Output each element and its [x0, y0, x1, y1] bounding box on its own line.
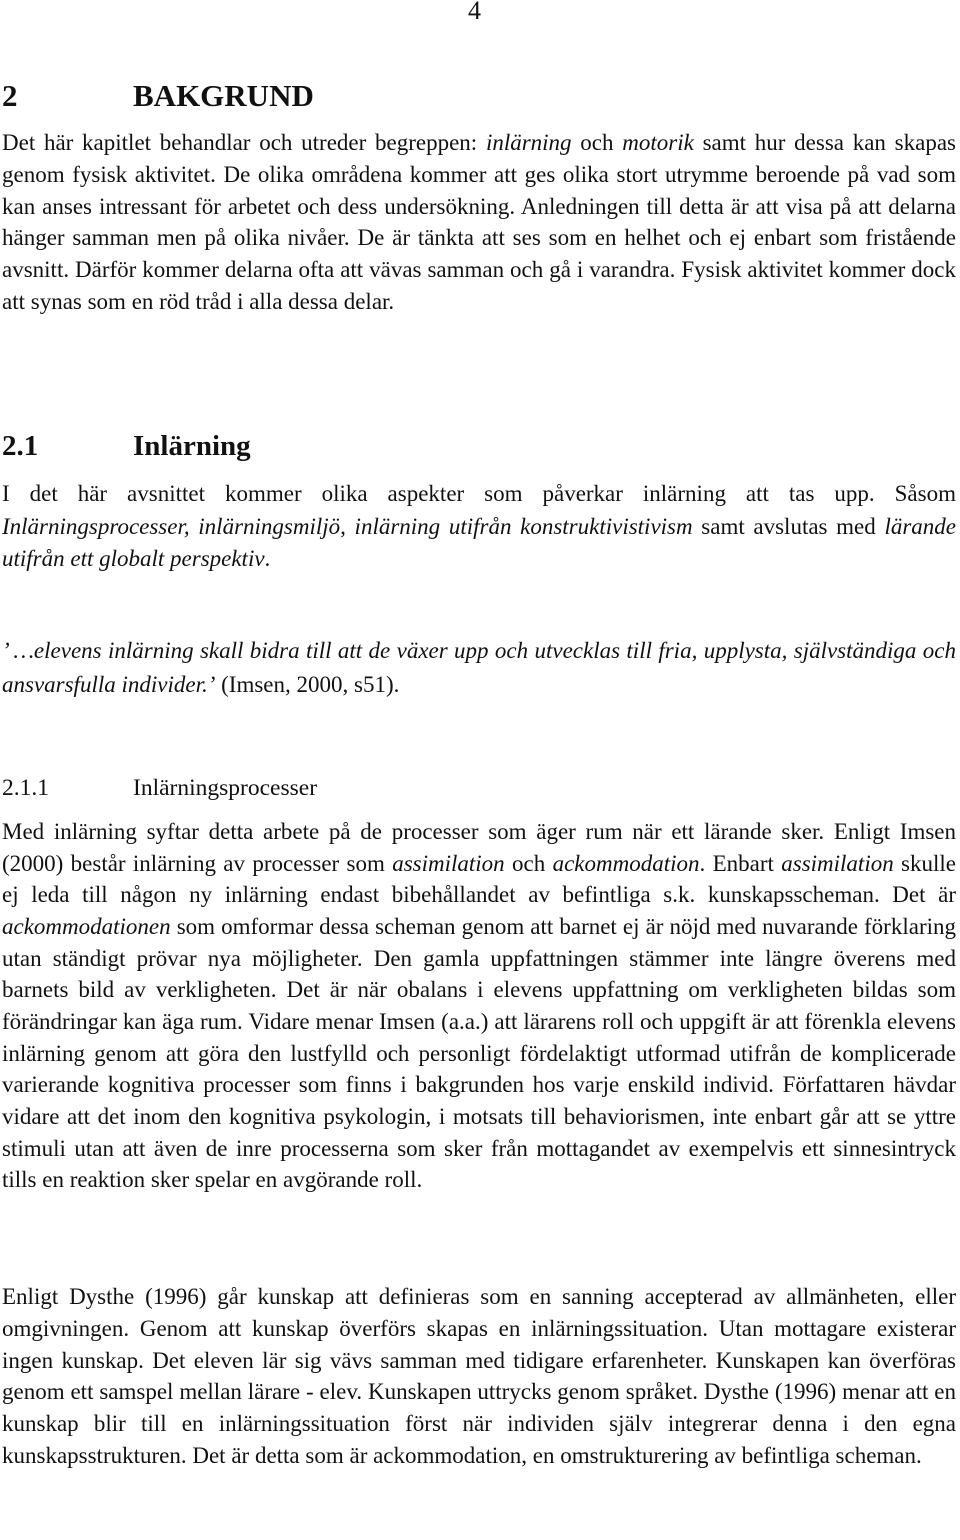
heading-title: Inlärning — [133, 430, 251, 462]
emphasis-term: ackommodationen — [2, 913, 171, 939]
text-run: och — [571, 130, 623, 155]
text-run: och — [504, 850, 553, 876]
heading-inlarningsprocesser — [2, 772, 956, 804]
page-number: 4 — [468, 0, 481, 25]
paragraph-inlarningsprocesser-2: Enligt Dysthe (1996) går kunskap att definieras som en sanning accepterad av allmänheten, eller omgivningen. Genom att kunskap överförs skapas en inlärningssituation. Utan mottagare existerar ingen kunskap. Det eleven lär sig vävs samman med tidigare erfarenheter. Kunskapen kan överföras genom ett samspel mellan lärare - elev. Kunskapen uttrycks genom språket. Dysthe (1996) menar att en kunskap blir till en inlärningssituation först när individen själv integrerar denna i den egna kunskapsstrukturen. Det är detta som är ackommodation, en omstrukturering av befintliga scheman. — [2, 1284, 956, 1468]
text-run: skulle ej leda till någon ny inlärning endast bibehållandet av befintliga s.k. kunskapsscheman. Det är — [2, 850, 956, 908]
block-quote — [2, 634, 956, 701]
text-run: samt hur dessa kan skapas genom fysisk aktivitet. De olika områdena kommer att ges olika stort utrymme beroende på vad som kan anses intressant för arbetet och dess undersökning. Anledningen till detta är att visa på att delarna hänger samman men på olika nivåer. De är tänkta att ses som en helhet och ej enbart som fristående avsnitt. Därför kommer delarna ofta att vävas samman och gå i varandra. Fysisk aktivitet kommer dock att synas som en röd tråd i alla dessa delar. — [2, 130, 956, 314]
heading-number: 2.1 — [2, 430, 39, 462]
heading-title: BAKGRUND — [133, 78, 314, 113]
text-run: Det här kapitlet behandlar och utreder begreppen: — [2, 130, 486, 155]
heading-title: Inlärningsprocesser — [133, 775, 318, 801]
text-run: . — [264, 546, 271, 571]
emphasis-term: motorik — [622, 130, 694, 155]
paragraph-inlarningsprocesser-1 — [2, 816, 956, 1196]
quote-text: ’ …elevens inlärning skall bidra till att de växer upp och utvecklas till fria, upplysta, självständiga och ansvarsfulla individer.’ — [2, 638, 956, 697]
emphasis-term: lärande utifrån ett globalt perspektiv — [2, 513, 956, 571]
emphasis-term: inlärning — [485, 130, 572, 155]
heading-number: 2.1.1 — [2, 775, 49, 801]
text-run: . Enbart — [699, 850, 782, 876]
emphasis-term: assimilation — [392, 850, 505, 876]
heading-bakgrund — [2, 76, 956, 116]
text-run: som omformar dessa scheman genom att barnet ej är nöjd med nuvarande förklaring utan ständigt prövar nya möjligheter. Den gamla uppfattningen stämmer inte längre överens med barnets bild av verkligheten. Det är när obalans i elevens uppfattning om verkligheten bildas som förändringar kan äga rum. Vidare menar Imsen (a.a.) att lärarens roll och uppgift är att förenkla elevens inlärning genom att göra den lustfylld och personligt fördelaktigt utformad utifrån de komplicerade varierande kognitiva processer som finns i bakgrunden hos varje enskild individ. Författaren hävdar vidare att det inom den kognitiva psykologin, i motsats till behaviorismen, inte enbart går att se yttre stimuli utan att även de inre processerna som sker från mottagandet av exempelvis ett sinnesintryck tills en reaktion sker spelar en avgörande roll. — [2, 913, 956, 1193]
paragraph-inlarning-intro — [2, 478, 956, 576]
text-run: I det här avsnittet kommer olika aspekter som påverkar inlärning att tas upp. Såsom — [2, 481, 956, 506]
heading-number: 2 — [2, 78, 18, 113]
emphasis-term: ackommodation — [552, 850, 700, 876]
heading-inlarning — [2, 426, 956, 466]
text-run: Med inlärning syftar detta arbete på de processer som äger rum när ett lärande sker. Enligt Imsen (2000) består inlärning av processer som — [2, 819, 956, 876]
text-run: samt avslutas med — [692, 513, 885, 539]
emphasis-term: Inlärningsprocesser, inlärningsmiljö, inlärning utifrån konstruktivistivism — [2, 513, 693, 539]
emphasis-term: assimilation — [781, 850, 894, 876]
paragraph-bakgrund-intro — [2, 127, 956, 318]
quote-citation: (Imsen, 2000, s51). — [215, 671, 400, 697]
